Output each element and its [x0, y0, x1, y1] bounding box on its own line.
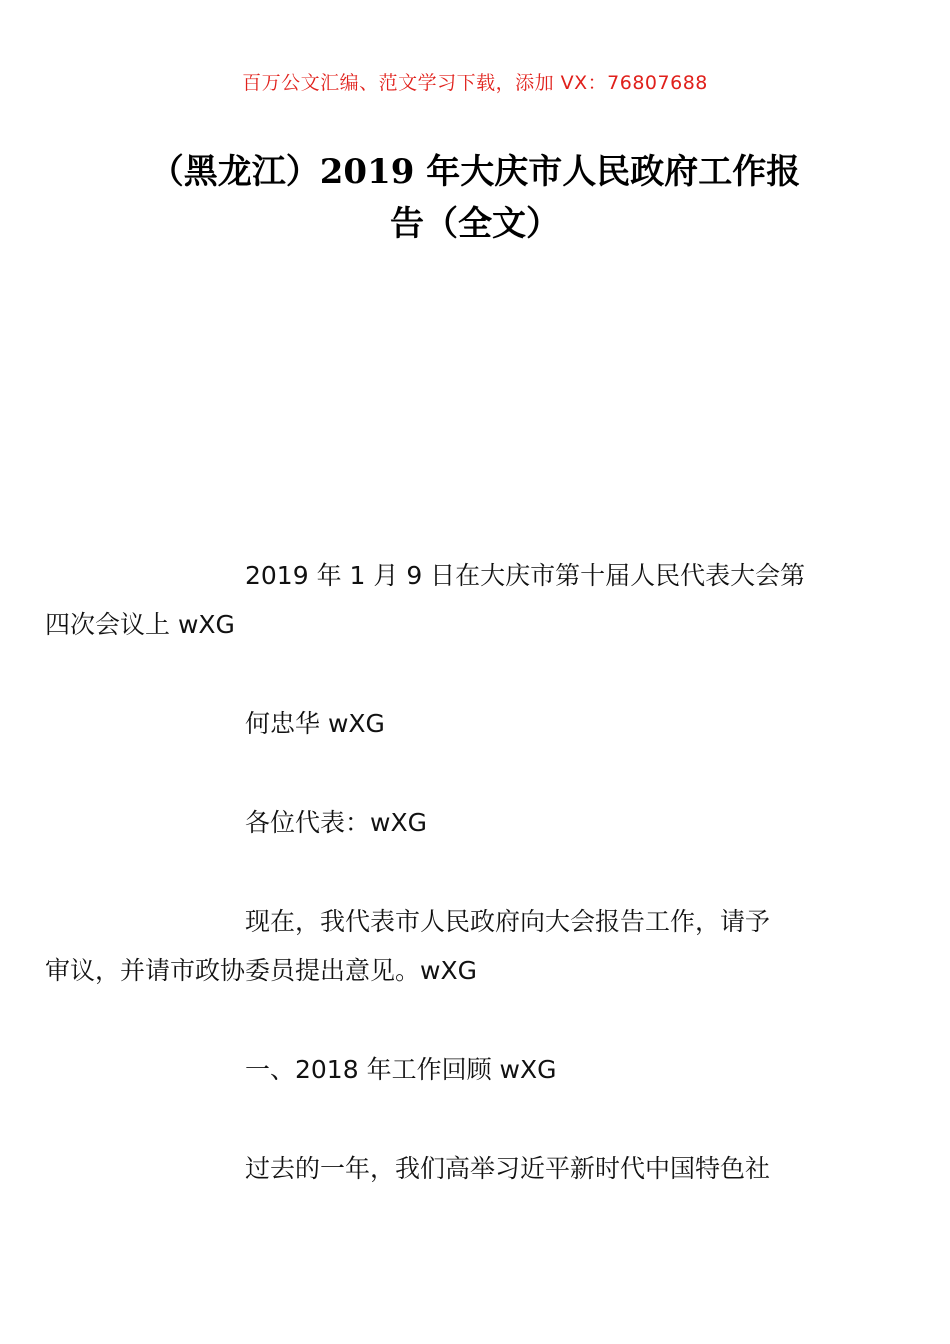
paragraph-line: 一、2018 年工作回顾 wXG: [245, 1055, 557, 1084]
paragraph-line: 各位代表：wXG: [245, 808, 427, 837]
title-line-2: 告（全文）: [390, 204, 560, 244]
document-title: [145, 146, 805, 250]
paragraph-line: 何忠华 wXG: [245, 709, 385, 738]
paragraph-review-start: [145, 1144, 807, 1193]
paragraph-speaker: [145, 699, 807, 748]
header-watermark-note: 百万公文汇编、范文学习下载，添加 VX：76807688: [242, 72, 708, 94]
paragraph-salutation: [145, 798, 807, 847]
paragraph-line: 现在，我代表市人民政府向大会报告工作，请予: [245, 907, 771, 936]
title-line-1: （黑龙江）2019 年大庆市人民政府工作报: [149, 152, 801, 192]
document-body: [45, 551, 807, 1243]
paragraph-line: 审议，并请市政协委员提出意见。wXG: [45, 956, 477, 985]
paragraph-session-info: [45, 551, 807, 649]
paragraph-intro: [45, 897, 807, 995]
paragraph-line: 2019 年 1 月 9 日在大庆市第十届人民代表大会第: [245, 561, 806, 590]
paragraph-line: 四次会议上 wXG: [45, 610, 235, 639]
section-heading-review: [145, 1045, 807, 1094]
paragraph-line: 过去的一年，我们高举习近平新时代中国特色社: [245, 1154, 771, 1183]
